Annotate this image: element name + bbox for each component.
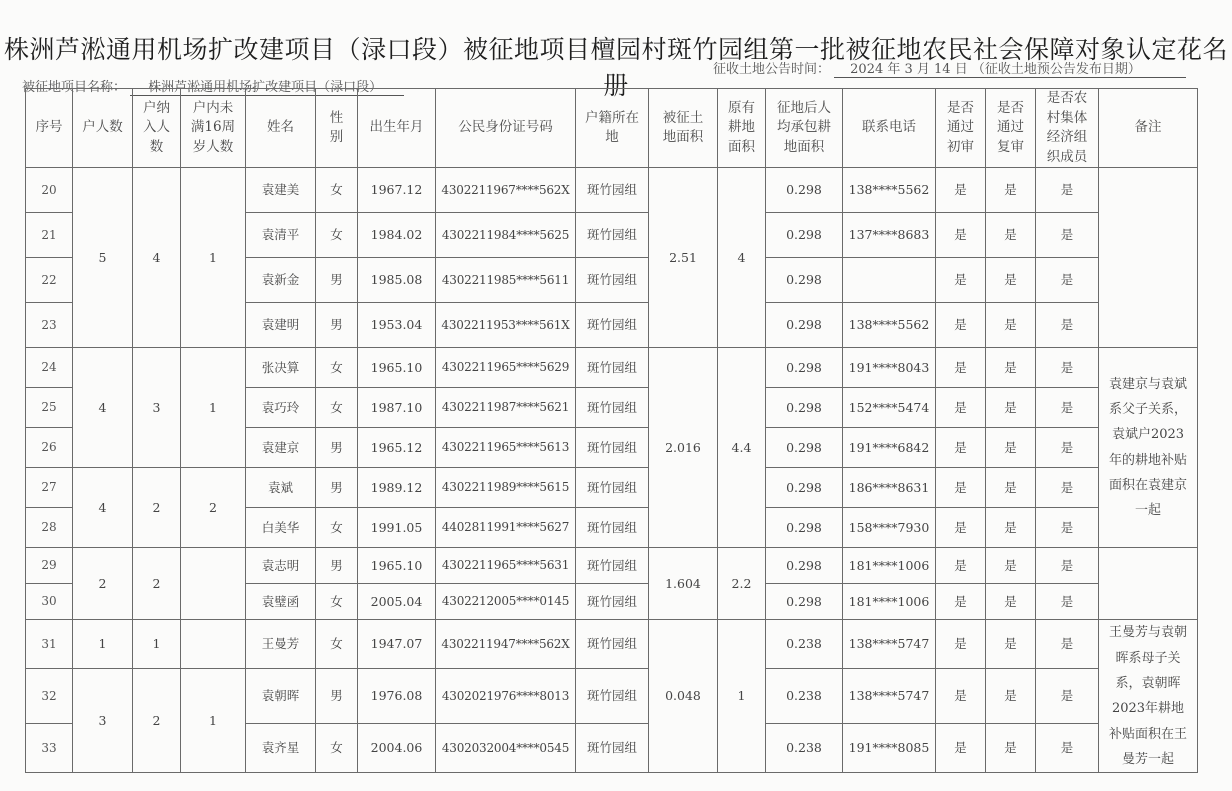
cell-id-number: 4302211965****5629	[436, 348, 576, 388]
cell-per-capita: 0.238	[766, 620, 843, 669]
cell-re-review: 是	[986, 348, 1036, 388]
cell-id-number: 4302211953****561X	[436, 303, 576, 348]
cell-birth: 1953.04	[358, 303, 436, 348]
cell-gender: 女	[316, 348, 358, 388]
cell-land-area: 1.604	[649, 548, 718, 620]
cell-birth: 1967.12	[358, 168, 436, 213]
cell-birth: 1989.12	[358, 468, 436, 508]
header-re-review: 是否通过复审	[986, 89, 1036, 168]
cell-hukou: 斑竹园组	[576, 669, 649, 724]
cell-land-area: 2.51	[649, 168, 718, 348]
cell-under16: 1	[181, 669, 246, 773]
cell-gender: 女	[316, 388, 358, 428]
cell-phone: 181****1006	[843, 584, 936, 620]
cell-phone: 158****7930	[843, 508, 936, 548]
cell-collective-member: 是	[1036, 388, 1099, 428]
cell-per-capita: 0.238	[766, 724, 843, 773]
cell-seq: 33	[26, 724, 73, 773]
cell-initial-review: 是	[936, 428, 986, 468]
cell-re-review: 是	[986, 508, 1036, 548]
cell-initial-review: 是	[936, 303, 986, 348]
cell-orig-farmland: 1	[718, 620, 766, 773]
cell-under16	[181, 548, 246, 620]
cell-per-capita: 0.298	[766, 348, 843, 388]
cell-remarks: 王曼芳与袁朝晖系母子关系，袁朝晖2023年耕地补贴面积在王曼芳一起	[1099, 620, 1198, 773]
cell-name: 袁清平	[246, 213, 316, 258]
cell-id-number: 4302211965****5631	[436, 548, 576, 584]
cell-collective-member: 是	[1036, 348, 1099, 388]
cell-birth: 1991.05	[358, 508, 436, 548]
cell-hukou: 斑竹园组	[576, 258, 649, 303]
announce-date-label: 征收土地公告时间：	[713, 62, 831, 77]
table-row	[26, 548, 1198, 584]
cell-name: 白美华	[246, 508, 316, 548]
cell-per-capita: 0.298	[766, 428, 843, 468]
cell-seq: 29	[26, 548, 73, 584]
cell-per-capita: 0.298	[766, 468, 843, 508]
cell-gender: 女	[316, 620, 358, 669]
cell-remarks: 袁建京与袁斌系父子关系，袁斌户2023年的耕地补贴面积在袁建京一起	[1099, 348, 1198, 548]
cell-birth: 1985.08	[358, 258, 436, 303]
cell-initial-review: 是	[936, 468, 986, 508]
cell-gender: 女	[316, 724, 358, 773]
header-collective-member: 是否农村集体经济组织成员	[1036, 89, 1099, 168]
header-included: 户纳入人数	[133, 89, 181, 168]
cell-under16: 1	[181, 168, 246, 348]
project-name-value: 株洲芦淞通用机场扩改建项目（渌口段）	[130, 76, 404, 96]
cell-name: 王曼芳	[246, 620, 316, 669]
document-title: 株洲芦淞通用机场扩改建项目（渌口段）被征地项目檀园村斑竹园组第一批被征地农民社会保障对象认定花名册	[3, 35, 1228, 100]
cell-included: 3	[133, 348, 181, 468]
cell-collective-member: 是	[1036, 428, 1099, 468]
header-gender: 性别	[316, 89, 358, 168]
cell-name: 袁建京	[246, 428, 316, 468]
cell-seq: 25	[26, 388, 73, 428]
cell-hukou: 斑竹园组	[576, 168, 649, 213]
cell-initial-review: 是	[936, 724, 986, 773]
cell-id-number: 4302211989****5615	[436, 468, 576, 508]
cell-orig-farmland: 4.4	[718, 348, 766, 548]
cell-hukou: 斑竹园组	[576, 213, 649, 258]
cell-seq: 23	[26, 303, 73, 348]
table-row	[26, 468, 1198, 508]
header-hukou: 户籍所在地	[576, 89, 649, 168]
cell-seq: 27	[26, 468, 73, 508]
cell-land-area: 0.048	[649, 620, 718, 773]
cell-initial-review: 是	[936, 388, 986, 428]
cell-included: 2	[133, 669, 181, 773]
cell-initial-review: 是	[936, 348, 986, 388]
cell-orig-farmland: 4	[718, 168, 766, 348]
cell-phone: 137****8683	[843, 213, 936, 258]
cell-id-number: 4302211985****5611	[436, 258, 576, 303]
announce-date-line	[713, 58, 1186, 78]
cell-birth: 1987.10	[358, 388, 436, 428]
cell-phone: 191****6842	[843, 428, 936, 468]
cell-name: 袁朝晖	[246, 669, 316, 724]
cell-initial-review: 是	[936, 508, 986, 548]
cell-under16: 1	[181, 348, 246, 468]
cell-name: 袁新金	[246, 258, 316, 303]
cell-included: 1	[133, 620, 181, 669]
table-row	[26, 168, 1198, 213]
cell-re-review: 是	[986, 669, 1036, 724]
cell-phone: 138****5747	[843, 669, 936, 724]
cell-seq: 22	[26, 258, 73, 303]
cell-per-capita: 0.298	[766, 388, 843, 428]
cell-phone: 138****5747	[843, 620, 936, 669]
cell-collective-member: 是	[1036, 303, 1099, 348]
cell-gender: 女	[316, 213, 358, 258]
cell-collective-member: 是	[1036, 258, 1099, 303]
cell-hukou: 斑竹园组	[576, 548, 649, 584]
announce-date-value: 2024 年 3 月 14 日 （征收土地预公告发布日期）	[834, 58, 1186, 78]
cell-included: 4	[133, 168, 181, 348]
cell-re-review: 是	[986, 258, 1036, 303]
cell-gender: 男	[316, 468, 358, 508]
cell-initial-review: 是	[936, 548, 986, 584]
cell-birth: 2004.06	[358, 724, 436, 773]
cell-household-size: 5	[73, 168, 133, 348]
cell-id-number: 4302211984****5625	[436, 213, 576, 258]
cell-name: 袁建美	[246, 168, 316, 213]
cell-birth: 1976.08	[358, 669, 436, 724]
cell-phone: 191****8085	[843, 724, 936, 773]
cell-seq: 21	[26, 213, 73, 258]
cell-hukou: 斑竹园组	[576, 428, 649, 468]
cell-re-review: 是	[986, 620, 1036, 669]
cell-per-capita: 0.298	[766, 508, 843, 548]
cell-initial-review: 是	[936, 669, 986, 724]
cell-hukou: 斑竹园组	[576, 303, 649, 348]
table-row	[26, 669, 1198, 724]
cell-id-number: 4302211987****5621	[436, 388, 576, 428]
cell-id-number: 4302211965****5613	[436, 428, 576, 468]
cell-per-capita: 0.298	[766, 258, 843, 303]
cell-hukou: 斑竹园组	[576, 584, 649, 620]
cell-gender: 男	[316, 669, 358, 724]
cell-id-number: 4302211967****562X	[436, 168, 576, 213]
cell-hukou: 斑竹园组	[576, 348, 649, 388]
cell-birth: 1984.02	[358, 213, 436, 258]
cell-under16	[181, 620, 246, 669]
cell-id-number: 4302212005****0145	[436, 584, 576, 620]
cell-name: 袁建明	[246, 303, 316, 348]
header-seq: 序号	[26, 89, 73, 168]
cell-household-size: 2	[73, 548, 133, 620]
header-remarks: 备注	[1099, 89, 1198, 168]
table-row	[26, 620, 1198, 669]
cell-collective-member: 是	[1036, 508, 1099, 548]
cell-hukou: 斑竹园组	[576, 724, 649, 773]
cell-initial-review: 是	[936, 258, 986, 303]
cell-phone: 186****8631	[843, 468, 936, 508]
cell-re-review: 是	[986, 168, 1036, 213]
cell-name: 袁志明	[246, 548, 316, 584]
cell-name: 袁斌	[246, 468, 316, 508]
cell-seq: 20	[26, 168, 73, 213]
cell-included: 2	[133, 468, 181, 548]
cell-collective-member: 是	[1036, 584, 1099, 620]
cell-gender: 女	[316, 584, 358, 620]
header-phone: 联系电话	[843, 89, 936, 168]
header-per-capita: 征地后人均承包耕地面积	[766, 89, 843, 168]
cell-name: 袁巧玲	[246, 388, 316, 428]
cell-initial-review: 是	[936, 620, 986, 669]
cell-household-size: 4	[73, 468, 133, 548]
cell-collective-member: 是	[1036, 724, 1099, 773]
cell-seq: 26	[26, 428, 73, 468]
cell-seq: 31	[26, 620, 73, 669]
cell-phone: 152****5474	[843, 388, 936, 428]
header-under16: 户内未满16周岁人数	[181, 89, 246, 168]
header-id-number: 公民身份证号码	[436, 89, 576, 168]
cell-re-review: 是	[986, 584, 1036, 620]
cell-re-review: 是	[986, 548, 1036, 584]
cell-collective-member: 是	[1036, 669, 1099, 724]
cell-re-review: 是	[986, 388, 1036, 428]
cell-household-size: 3	[73, 669, 133, 773]
header-household-size: 户人数	[73, 89, 133, 168]
cell-gender: 女	[316, 168, 358, 213]
cell-seq: 30	[26, 584, 73, 620]
header-land-area: 被征土地面积	[649, 89, 718, 168]
cell-birth: 1947.07	[358, 620, 436, 669]
cell-re-review: 是	[986, 303, 1036, 348]
cell-seq: 24	[26, 348, 73, 388]
cell-collective-member: 是	[1036, 168, 1099, 213]
cell-phone: 191****8043	[843, 348, 936, 388]
cell-gender: 男	[316, 258, 358, 303]
cell-gender: 男	[316, 428, 358, 468]
header-orig-farmland: 原有耕地面积	[718, 89, 766, 168]
cell-re-review: 是	[986, 724, 1036, 773]
cell-household-size: 1	[73, 620, 133, 669]
cell-birth: 1965.12	[358, 428, 436, 468]
cell-id-number: 4302211947****562X	[436, 620, 576, 669]
cell-hukou: 斑竹园组	[576, 620, 649, 669]
cell-collective-member: 是	[1036, 548, 1099, 584]
cell-phone: 138****5562	[843, 303, 936, 348]
roster-table	[25, 88, 1198, 773]
cell-per-capita: 0.298	[766, 303, 843, 348]
cell-id-number: 4302032004****0545	[436, 724, 576, 773]
header-birth: 出生年月	[358, 89, 436, 168]
cell-re-review: 是	[986, 213, 1036, 258]
cell-per-capita: 0.298	[766, 584, 843, 620]
cell-birth: 1965.10	[358, 348, 436, 388]
cell-phone	[843, 258, 936, 303]
cell-per-capita: 0.238	[766, 669, 843, 724]
cell-id-number: 4402811991****5627	[436, 508, 576, 548]
cell-phone: 138****5562	[843, 168, 936, 213]
cell-under16: 2	[181, 468, 246, 548]
cell-gender: 男	[316, 548, 358, 584]
header-row	[26, 89, 1198, 168]
cell-remarks	[1099, 168, 1198, 348]
cell-name: 袁璧函	[246, 584, 316, 620]
cell-initial-review: 是	[936, 584, 986, 620]
cell-collective-member: 是	[1036, 620, 1099, 669]
table-row	[26, 348, 1198, 388]
cell-orig-farmland: 2.2	[718, 548, 766, 620]
cell-gender: 男	[316, 303, 358, 348]
cell-birth: 2005.04	[358, 584, 436, 620]
cell-re-review: 是	[986, 468, 1036, 508]
cell-initial-review: 是	[936, 168, 986, 213]
cell-per-capita: 0.298	[766, 548, 843, 584]
cell-household-size: 4	[73, 348, 133, 468]
cell-remarks	[1099, 548, 1198, 620]
cell-re-review: 是	[986, 428, 1036, 468]
cell-collective-member: 是	[1036, 213, 1099, 258]
cell-hukou: 斑竹园组	[576, 388, 649, 428]
header-name: 姓名	[246, 89, 316, 168]
cell-name: 张决算	[246, 348, 316, 388]
cell-phone: 181****1006	[843, 548, 936, 584]
cell-hukou: 斑竹园组	[576, 468, 649, 508]
cell-birth: 1965.10	[358, 548, 436, 584]
header-initial-review: 是否通过初审	[936, 89, 986, 168]
project-name-label: 被征地项目名称：	[22, 80, 127, 95]
cell-hukou: 斑竹园组	[576, 508, 649, 548]
cell-id-number: 4302021976****8013	[436, 669, 576, 724]
cell-seq: 28	[26, 508, 73, 548]
cell-per-capita: 0.298	[766, 213, 843, 258]
cell-included: 2	[133, 548, 181, 620]
cell-gender: 女	[316, 508, 358, 548]
cell-land-area: 2.016	[649, 348, 718, 548]
cell-name: 袁齐星	[246, 724, 316, 773]
cell-seq: 32	[26, 669, 73, 724]
cell-collective-member: 是	[1036, 468, 1099, 508]
cell-initial-review: 是	[936, 213, 986, 258]
cell-per-capita: 0.298	[766, 168, 843, 213]
